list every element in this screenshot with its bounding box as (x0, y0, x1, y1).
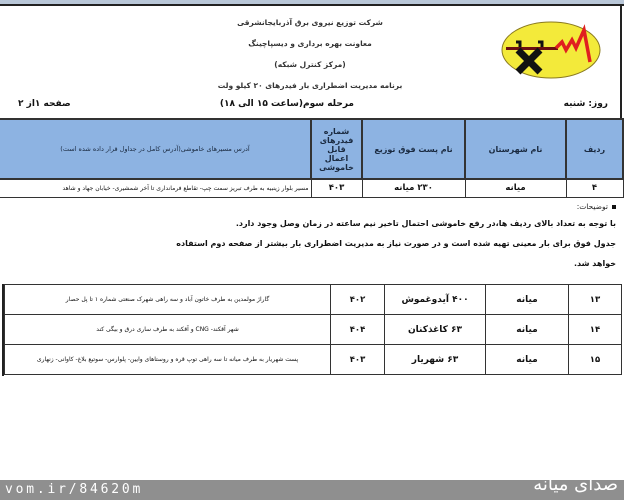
cell-city: میانه (486, 315, 569, 345)
watermark-bar (0, 474, 624, 500)
brand-watermark: صدای میانه (533, 474, 618, 495)
cell-feeder: ۴۰۲ (331, 285, 385, 315)
column-header-row-number: ردیف (566, 119, 623, 179)
page-label: صفحه ۱از ۲ (18, 99, 71, 109)
cell-row-number: ۱۵ (569, 345, 622, 375)
cell-address: پست شهریار به طرف میانه تا سه راهی توپ قره و روستاهای وایین- پلوارس- سوتیع بلاغ- کاوانی- زنهاری (5, 345, 331, 375)
department-name: معاونت بهره برداری و دیسپاچینگ (248, 39, 372, 48)
cell-feeder: ۴۰۳ (311, 179, 362, 197)
cell-substation: ۶۳ شهریار (385, 345, 486, 375)
note-line: با توجه به تعداد بالای ردیف ها،در رفع خاموشی احتمال تاخیر نیم ساعته در زمان وصل وجود دارد. (235, 219, 616, 228)
table-row (5, 345, 622, 375)
cell-city: میانه (465, 179, 566, 197)
cell-address: گاراژ مولمدین به طرف خاتون آباد و سه راهی شهرک صنعتی شماره ۱ تا پل حصار (5, 285, 331, 315)
schedule-info-row (0, 97, 624, 117)
cell-substation: ۲۳۰ میانه (362, 179, 465, 197)
power-company-logo-icon (500, 20, 602, 80)
cell-row-number: ۱۳ (569, 285, 622, 315)
program-title: برنامه مدیریت اضطراری بار فیدرهای ۲۰ کیلو ولت (217, 81, 403, 90)
cell-row-number: ۴ (566, 179, 623, 197)
column-header-substation: نام پست فوق توزیع (362, 119, 465, 179)
column-header-feeder: شماره فیدرهای قابل اعمال خاموشی (311, 119, 362, 179)
cell-address: شهر آقکند- CNG و آقکند به طرف ساری درق و بیگی کند (5, 315, 331, 345)
document-top-border (0, 4, 624, 6)
stage-label: مرحله سوم(ساعت ۱۵ الی ۱۸) (219, 99, 354, 109)
control-center-name: (مرکز کنترل شبکه) (274, 60, 346, 69)
company-name: شرکت توزیع نیروی برق آذربایجانشرقی (237, 18, 383, 27)
cell-address: مسیر بلوار زینبیه به طرف تبریز سمت چپ- تقاطع فرمانداری تا آخر شمشیری- خیابان جهاد و شاهد (0, 179, 311, 197)
note-line: جدول فوق برای بار معینی تهیه شده است و در صورت نیاز به مدیریت اضطراری بار بیشتر از صفحه دوم استفاده (176, 239, 616, 248)
cell-substation: ۶۳ کاغذکنان (385, 315, 486, 345)
table-header-row (0, 119, 623, 179)
cell-feeder: ۴۰۳ (331, 345, 385, 375)
table-row (0, 179, 623, 197)
cell-substation: ۴۰۰ آیدوغموش (385, 285, 486, 315)
outage-table-continued (4, 284, 622, 375)
table-row (5, 315, 622, 345)
column-header-city: نام شهرستان (465, 119, 566, 179)
notes-title: توضیحات: (576, 202, 608, 211)
cell-city: میانه (486, 345, 569, 375)
outage-table-header (0, 118, 624, 198)
short-url: vom.ir/84620m (5, 482, 144, 497)
note-line: خواهد شد. (573, 259, 616, 268)
column-header-address: آدرس مسیرهای خاموشی(آدرس کامل در جداول قرار داده شده است) (0, 119, 311, 179)
cell-row-number: ۱۴ (569, 315, 622, 345)
table-row (5, 285, 622, 315)
day-label: روز: شنبه (563, 99, 608, 109)
document-header (140, 12, 480, 96)
cell-city: میانه (486, 285, 569, 315)
bullet-icon (612, 205, 616, 209)
notes-section (20, 200, 616, 274)
cell-feeder: ۴۰۴ (331, 315, 385, 345)
